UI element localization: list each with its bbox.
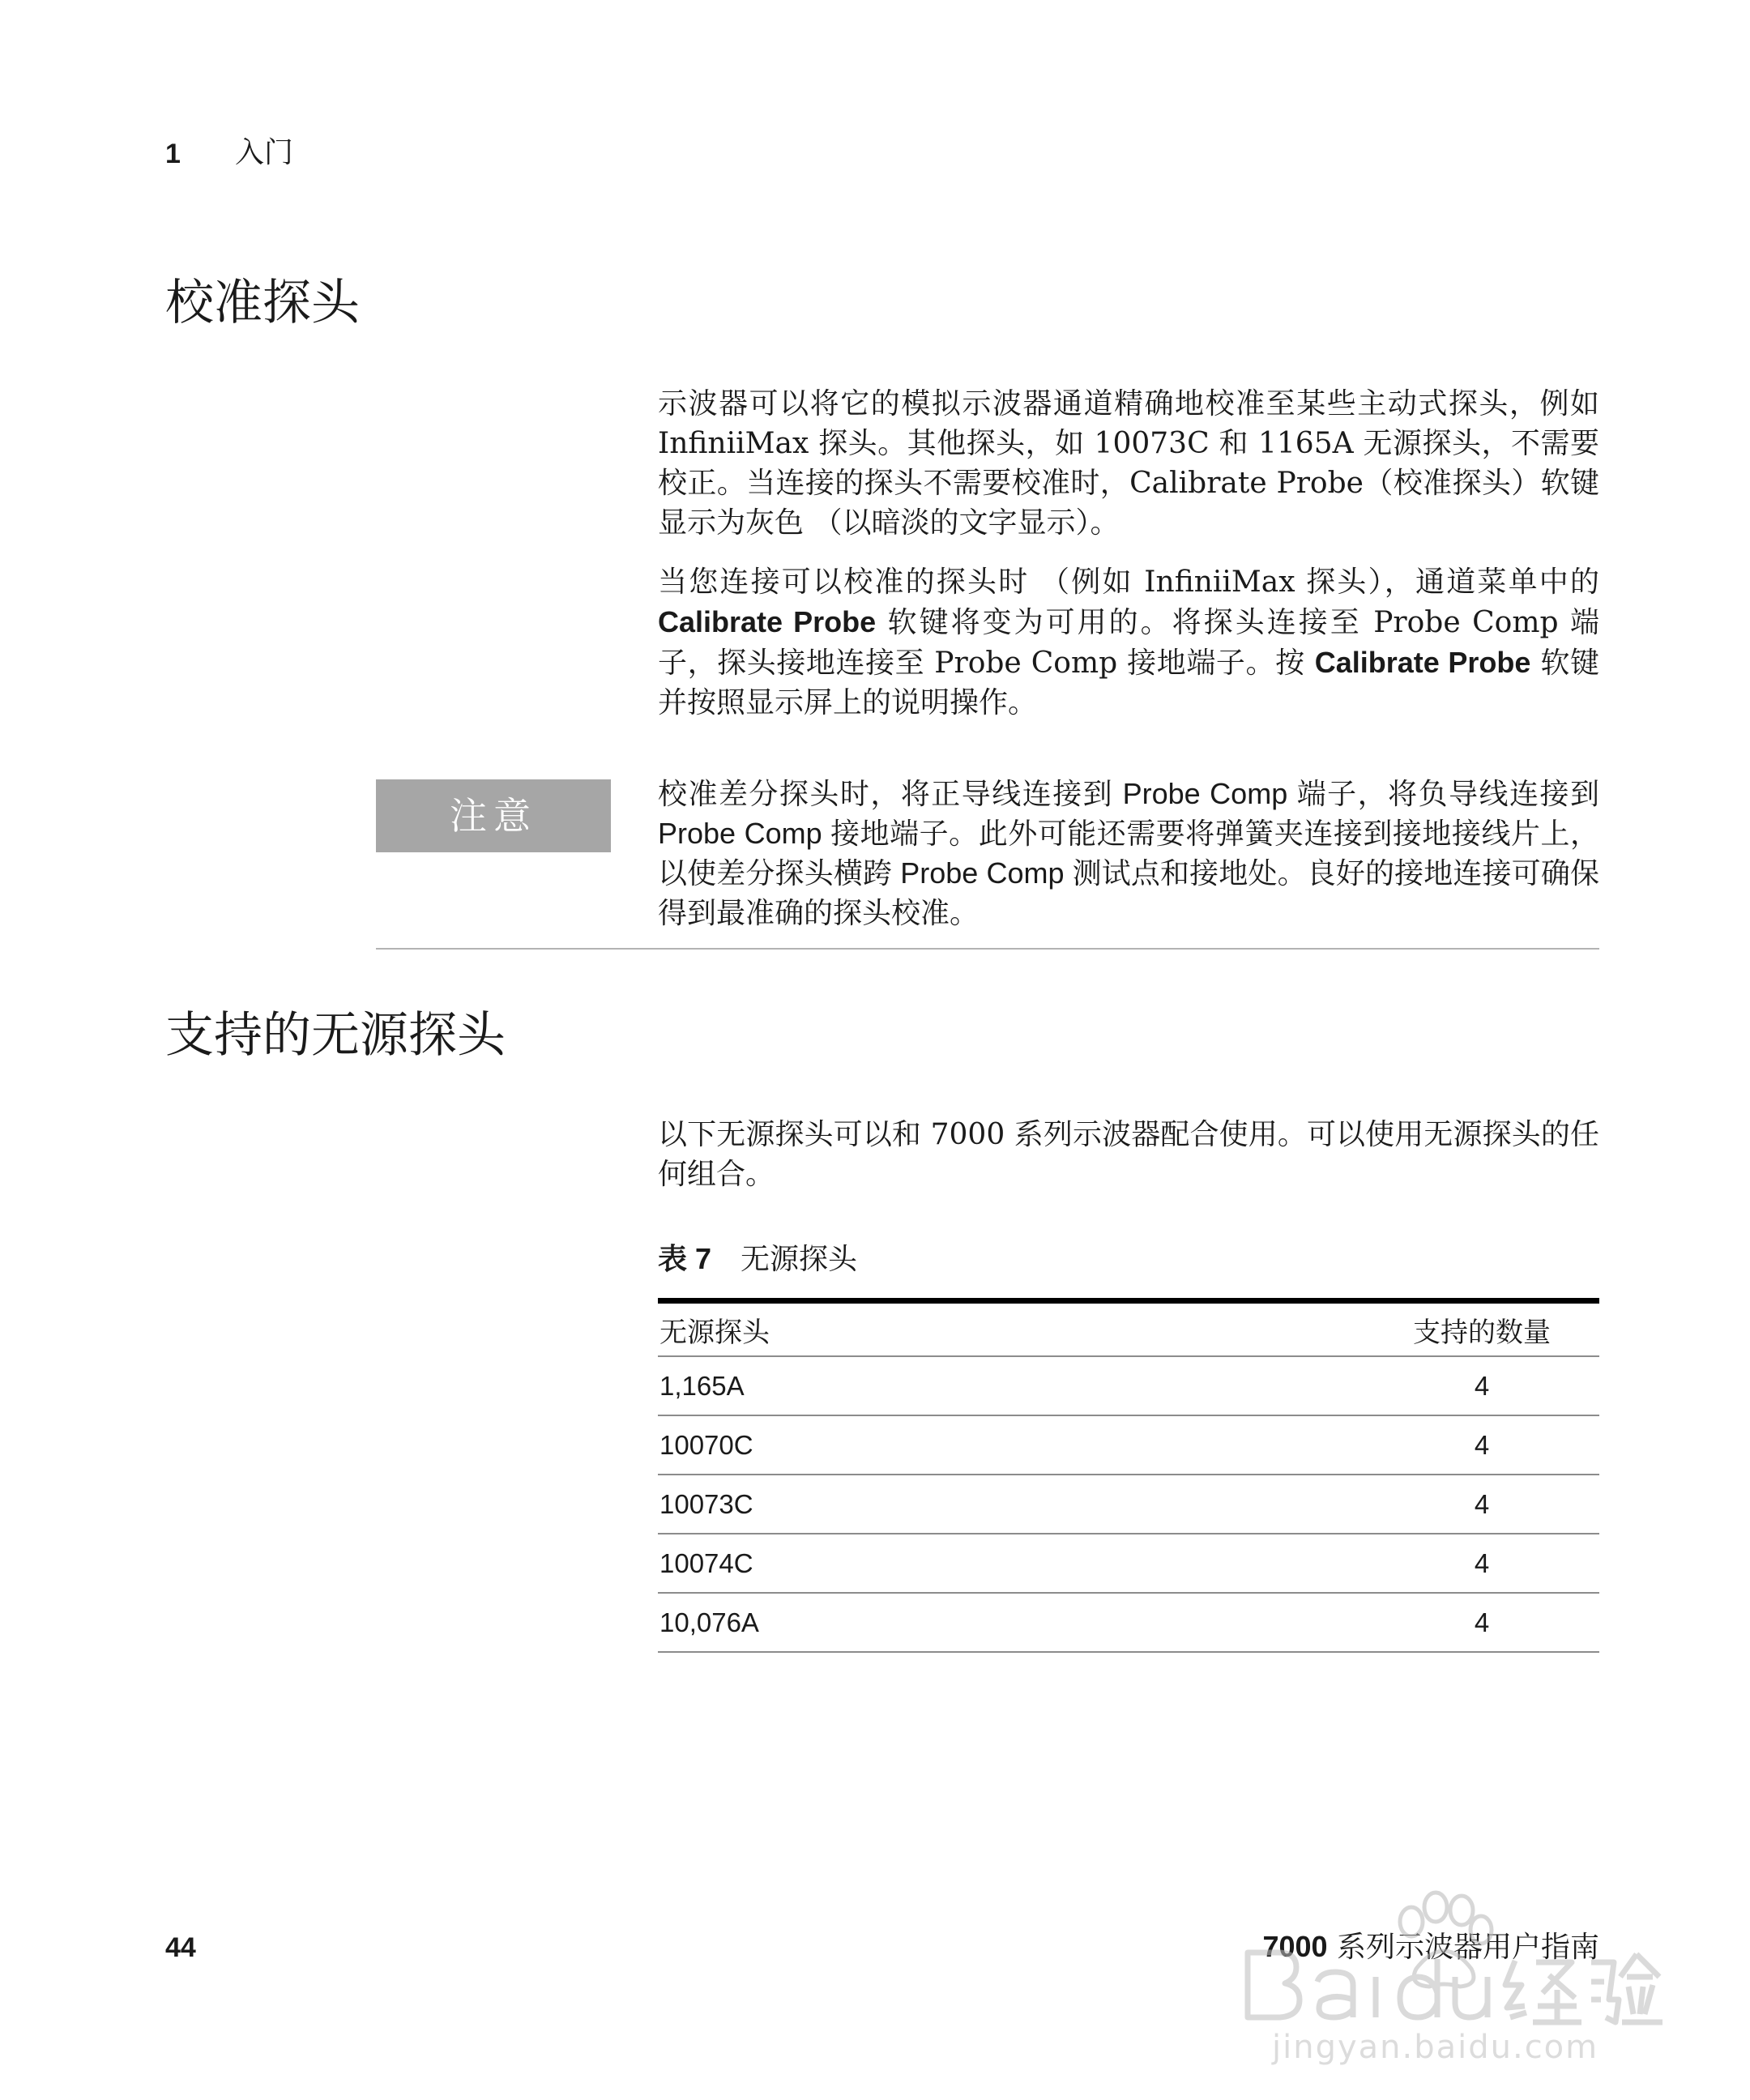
table-header-row	[658, 1304, 1599, 1357]
instructions-text-3: 软键并按照显示屏上的说明操作。	[658, 647, 1599, 719]
table-row	[658, 1475, 1599, 1534]
table-top-rule	[658, 1298, 1599, 1304]
page-number: 44	[165, 1932, 196, 1963]
passive-probes-paragraph: 以下无源探头可以和 7000 系列示波器配合使用。可以使用无源探头的任何组合。	[658, 1118, 1599, 1191]
table-row	[658, 1357, 1599, 1416]
table-row	[658, 1416, 1599, 1475]
document-title-text: 系列示波器用户指南	[1327, 1931, 1599, 1964]
chapter-title: 入门	[235, 136, 294, 169]
calibrate-intro-paragraph: 示波器可以将它的模拟示波器通道精确地校准至某些主动式探头，例如 InfiniiMax 探头。其他探头，如 10073C 和 1165A 无源探头，不需要校正。当连接的探头不需要校准时，Calibrate Probe（校准探头）软键显示为灰色 （以暗淡的文字显示）。	[658, 387, 1599, 540]
header-quantity: 支持的数量	[1413, 1316, 1551, 1349]
softkey-calibrate-probe-2: Calibrate Probe	[1314, 646, 1531, 679]
instructions-text-1: 当您连接可以校准的探头时 （例如 InfiniiMax 探头），通道菜单中的	[658, 566, 1599, 599]
probe-model: 10070C	[659, 1429, 753, 1460]
probe-quantity: 4	[1474, 1547, 1490, 1578]
passive-probes-table	[658, 1298, 1599, 1653]
calibrate-instructions-paragraph	[658, 562, 1599, 723]
probe-quantity: 4	[1474, 1607, 1490, 1637]
table-caption-title: 无源探头	[741, 1243, 858, 1276]
document-title-number: 7000	[1262, 1930, 1328, 1963]
note-text: 校准差分探头时，将正导线连接到 Probe Comp 端子，将负导线连接到 Probe Comp 接地端子。此外可能还需要将弹簧夹连接到接地接线片上，以使差分探头横跨 Probe Comp 测试点和接地处。良好的接地连接可确保得到最准确的探头校准。	[658, 777, 1599, 929]
header-probe: 无源探头	[659, 1316, 770, 1349]
probe-model: 1,165A	[659, 1370, 745, 1401]
table-row	[658, 1594, 1599, 1653]
probe-quantity: 4	[1474, 1370, 1490, 1401]
probe-quantity: 4	[1474, 1488, 1490, 1519]
note-label: 注意	[376, 779, 611, 852]
baidu-jingyan-watermark-logo	[1231, 1863, 1669, 2066]
probe-model: 10073C	[659, 1488, 753, 1519]
softkey-calibrate-probe: Calibrate Probe	[658, 605, 877, 638]
probe-model: 10074C	[659, 1547, 753, 1578]
note-divider	[376, 948, 1599, 950]
instructions-text-2: 软键将变为可用的。将探头连接至 Probe Comp 端子，探头接地连接至 Probe Comp 接地端子。按	[658, 606, 1599, 680]
table-caption	[658, 1240, 857, 1279]
section-heading-passive-probes: 支持的无源探头	[165, 1007, 506, 1064]
section-heading-calibrate-probe: 校准探头	[165, 275, 360, 331]
watermark-url: jingyan.baidu.com	[1272, 2029, 1599, 2066]
table-row	[658, 1534, 1599, 1594]
table-caption-number: 表 7	[658, 1242, 712, 1275]
probe-model: 10,076A	[659, 1607, 759, 1637]
chapter-number: 1	[165, 139, 181, 169]
probe-quantity: 4	[1474, 1429, 1490, 1460]
